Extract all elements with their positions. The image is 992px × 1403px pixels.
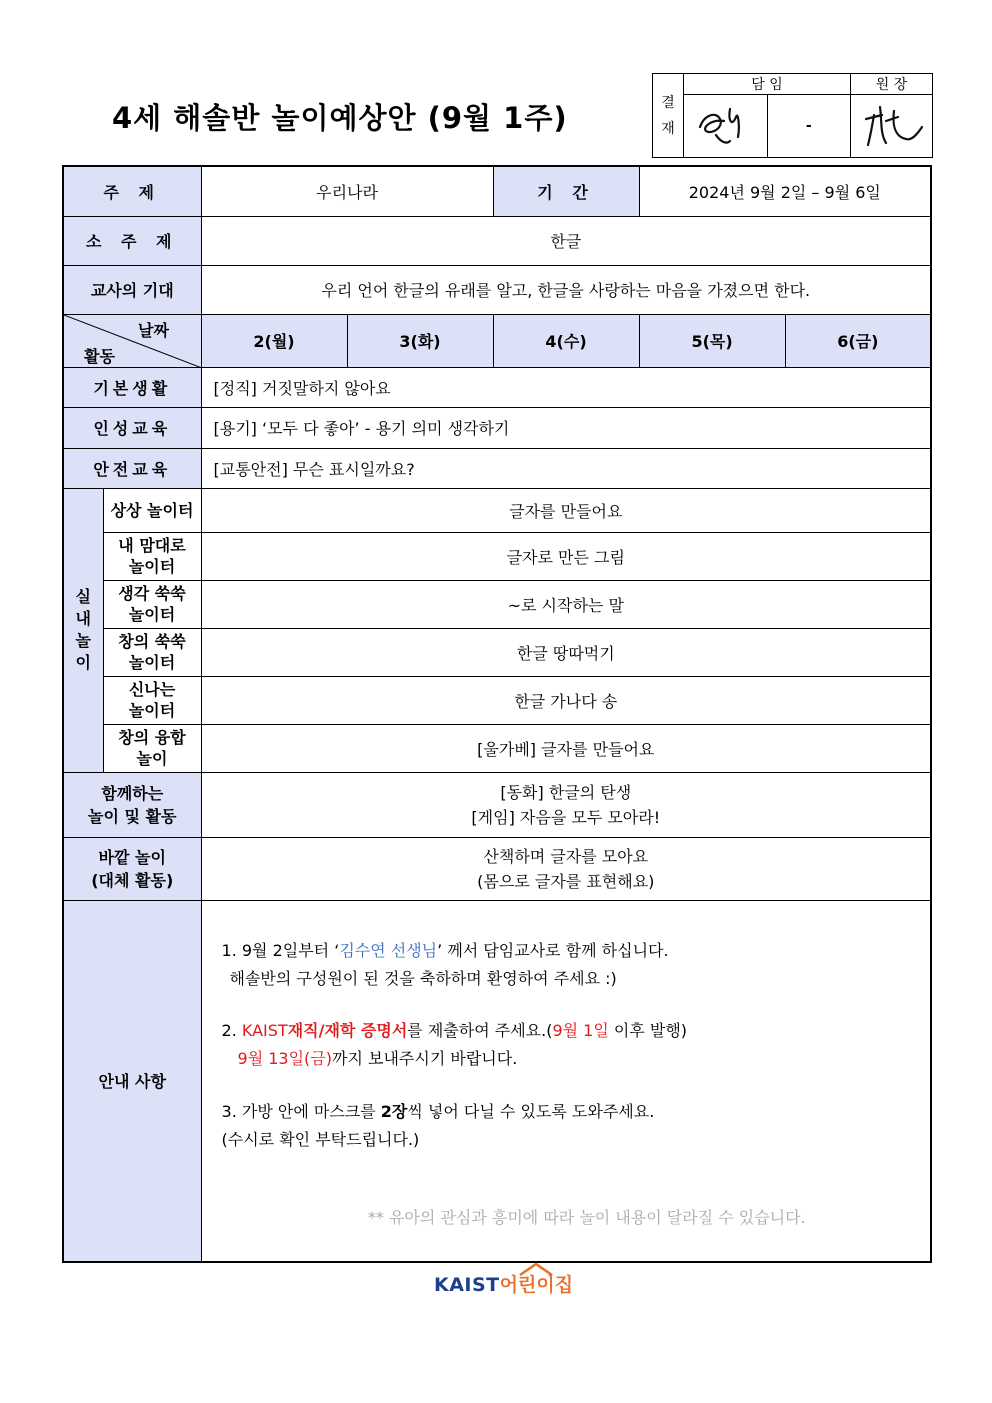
notice-text: 3. 가방 안에 마스크를 xyxy=(221,1101,381,1121)
notice-item-3 xyxy=(222,1098,913,1126)
director-header: 원 장 xyxy=(851,74,933,95)
indoor-label-char: 놀 xyxy=(75,631,91,650)
outdoor-label-1: 바깥 놀이 xyxy=(98,847,166,867)
approval-box xyxy=(652,73,933,158)
logo-name: 어린이집 xyxy=(499,1274,574,1296)
together-value xyxy=(201,772,931,837)
notice-text: 까지 보내주시기 바랍니다. xyxy=(332,1048,518,1068)
notice-label: 안내 사항 xyxy=(63,900,201,1262)
notice-footnote: ** 유아의 관심과 흥미에 따라 놀이 내용이 달라질 수 있습니다. xyxy=(367,1207,806,1227)
homeroom-signature xyxy=(684,95,768,158)
notice-text: 씩 넣어 다닐 수 있도록 도와주세요. xyxy=(407,1101,655,1121)
indoor-play-label xyxy=(63,488,103,772)
outdoor-line-1: 산책하며 글자를 모아요 xyxy=(483,846,649,866)
day-header-corner xyxy=(63,314,201,367)
period-label: 기 간 xyxy=(493,166,639,216)
indoor-area-value: ~로 시작하는 말 xyxy=(201,580,931,628)
day-mon: 2(월) xyxy=(201,314,347,367)
character-edu-label: 인성교육 xyxy=(63,407,201,448)
indoor-area-value: 글자를 만들어요 xyxy=(201,488,931,532)
director-signature-icon xyxy=(856,97,928,152)
theme-label: 주 제 xyxy=(63,166,201,216)
notice-item-1-line2: 해솔반의 구성원이 된 것을 축하하며 환영하여 주세요 :) xyxy=(229,968,617,988)
area-name-1: 창의 쑥쑥 xyxy=(118,632,186,651)
area-name-2: 놀이 xyxy=(136,749,168,768)
notice-item-2 xyxy=(222,1017,913,1045)
indoor-label-char: 이 xyxy=(75,653,91,672)
area-name-1: 생각 쑥쑥 xyxy=(118,584,186,603)
indoor-area-value: 글자로 만든 그림 xyxy=(201,532,931,580)
indoor-label-char: 실 xyxy=(75,587,91,606)
indoor-area-value: 한글 가나다 송 xyxy=(201,676,931,724)
notice-text: ’ 께서 담임교사로 함께 하십니다. xyxy=(437,940,669,960)
signature-icon xyxy=(690,97,760,152)
page-title: 4세 해솔반 놀이예상안 (9월 1주) xyxy=(112,101,568,135)
together-label-1: 함께하는 xyxy=(101,783,164,803)
notice-text: 를 제출하여 주세요.( xyxy=(407,1020,553,1040)
director-signature xyxy=(851,95,933,158)
expectation-label: 교사의 기대 xyxy=(63,265,201,314)
outdoor-label xyxy=(63,837,201,900)
notice-highlight: KAIST xyxy=(241,1020,288,1040)
date-label: 날짜 xyxy=(138,320,169,340)
area-name-2: 놀이터 xyxy=(128,701,176,720)
notice-content xyxy=(201,900,931,1262)
approval-label-1: 결 xyxy=(661,94,675,111)
indoor-area-name xyxy=(103,676,201,724)
day-thu: 5(목) xyxy=(639,314,785,367)
indoor-area-name xyxy=(103,724,201,772)
outdoor-label-2: (대체 활동) xyxy=(91,870,174,890)
area-name-1: 창의 융합 xyxy=(118,728,186,747)
notice-item-2-line2 xyxy=(222,1045,913,1073)
area-name-2: 놀이터 xyxy=(128,653,176,672)
expectation-value: 우리 언어 한글의 유래를 알고, 한글을 사랑하는 마음을 가졌으면 한다. xyxy=(201,265,931,314)
area-name-2: 놀이터 xyxy=(128,557,176,576)
basic-life-label: 기본생활 xyxy=(63,367,201,407)
notice-text: 2. xyxy=(221,1020,242,1040)
character-edu-value: [용기] ‘모두 다 좋아’ - 용기 의미 생각하기 xyxy=(201,407,931,448)
subtheme-value: 한글 xyxy=(201,216,931,265)
indoor-area-name: 상상 놀이터 xyxy=(103,488,201,532)
basic-life-value: [정직] 거짓말하지 않아요 xyxy=(201,367,931,407)
day-wed: 4(수) xyxy=(493,314,639,367)
safety-edu-value: [교통안전] 무슨 표시일까요? xyxy=(201,448,931,488)
together-line-1: [동화] 한글의 탄생 xyxy=(500,782,632,802)
period-value: 2024년 9월 2일 – 9월 6일 xyxy=(639,166,931,216)
together-label xyxy=(63,772,201,837)
kaist-logo xyxy=(434,1270,573,1297)
approval-label-2: 재 xyxy=(661,120,675,137)
notice-item-1 xyxy=(222,937,913,965)
indoor-area-name xyxy=(103,628,201,676)
day-tue: 3(화) xyxy=(347,314,493,367)
teacher-name: 김수연 선생님 xyxy=(339,940,438,960)
indoor-area-value: [울가베] 글자를 만들어요 xyxy=(201,724,931,772)
house-roof-icon xyxy=(518,1262,554,1276)
together-line-2: [게임] 자음을 모두 모아라! xyxy=(471,807,661,827)
notice-highlight: 9월 1일 xyxy=(552,1020,609,1040)
together-label-2: 놀이 및 활동 xyxy=(88,806,177,826)
activity-label: 활동 xyxy=(84,346,115,366)
notice-item-3-line2: (수시로 확인 부탁드립니다.) xyxy=(221,1129,420,1149)
notice-highlight: 재직/재학 증명서 xyxy=(287,1020,408,1040)
indoor-area-name xyxy=(103,580,201,628)
notice-highlight: 2장 xyxy=(380,1101,408,1121)
approval-label xyxy=(653,74,684,158)
indoor-area-value: 한글 땅따먹기 xyxy=(201,628,931,676)
homeroom-header: 담 임 xyxy=(684,74,851,95)
indoor-area-name xyxy=(103,532,201,580)
theme-value: 우리나라 xyxy=(201,166,493,216)
day-fri: 6(금) xyxy=(785,314,931,367)
safety-edu-label: 안전교육 xyxy=(63,448,201,488)
area-name-1: 내 맘대로 xyxy=(118,536,186,555)
area-name-2: 놀이터 xyxy=(128,605,176,624)
outdoor-value xyxy=(201,837,931,900)
outdoor-line-2: (몸으로 글자를 표현해요) xyxy=(477,871,655,891)
indoor-label-char: 내 xyxy=(75,609,91,628)
subtheme-label: 소 주 제 xyxy=(63,216,201,265)
logo-name-wrap xyxy=(500,1274,573,1296)
homeroom-signature-2: - xyxy=(767,95,851,158)
logo-brand: KAIST xyxy=(434,1274,500,1296)
notice-text: 이후 발행) xyxy=(608,1020,688,1040)
plan-table xyxy=(62,165,932,1263)
notice-deadline: 9월 13일(금) xyxy=(237,1048,332,1068)
notice-text: 1. 9월 2일부터 ‘ xyxy=(221,940,340,960)
area-name-1: 신나는 xyxy=(128,680,176,699)
